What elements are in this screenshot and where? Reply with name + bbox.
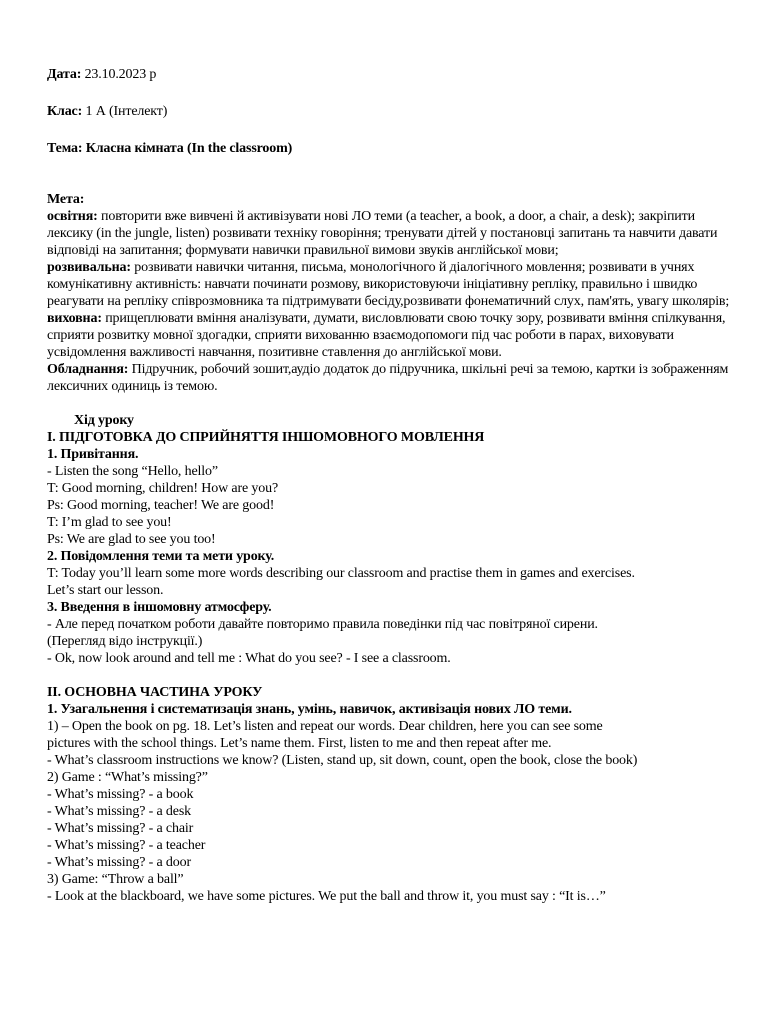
date-line bbox=[47, 66, 737, 83]
s1-item-1-line: T: I’m glad to see you! bbox=[47, 515, 172, 530]
equipment-label: Обладнання: bbox=[47, 362, 129, 377]
date-value: 23.10.2023 р bbox=[81, 67, 157, 82]
goal-upbringing-text: прищеплювати вміння аналізувати, думати, висловлювати свою точку зору, розвивати вміння спілкування, сприяти розвитку мовної здогадки, сприяти вихованню взаємодопомоги під час роботи в парах, виховувати усвідомлення важливості навчання, позитивне ставлення до англійської мови. bbox=[47, 311, 726, 360]
s2-line: pictures with the school things. Let’s name them. First, listen to me and then repeat after me. bbox=[47, 736, 552, 751]
goal-upbringing bbox=[47, 310, 737, 361]
s2-line: - What’s missing? - a door bbox=[47, 855, 191, 870]
s1-item-3-line: - Але перед початком роботи давайте повторимо правила поведінки під час повітряної сирени. bbox=[47, 617, 598, 632]
lesson-plan-document bbox=[47, 66, 737, 905]
s1-item-2-line: T: Today you’ll learn some more words describing our classroom and practise them in games and exercises. bbox=[47, 566, 635, 581]
s2-line: - What’s missing? - a desk bbox=[47, 804, 191, 819]
s1-item-3-title: 3. Введення в іншомовну атмосферу. bbox=[47, 600, 272, 615]
topic-label: Тема: bbox=[47, 141, 83, 156]
s2-line: 3) Game: “Throw a ball” bbox=[47, 872, 184, 887]
s1-item-1-line: T: Good morning, children! How are you? bbox=[47, 481, 279, 496]
class-label: Клас: bbox=[47, 104, 83, 119]
s1-item-1-line: - Listen the song “Hello, hello” bbox=[47, 464, 218, 479]
course-title: Хід уроку bbox=[74, 413, 134, 428]
s1-item-1-line: Ps: Good morning, teacher! We are good! bbox=[47, 498, 275, 513]
goal-educational bbox=[47, 208, 737, 259]
date-label: Дата: bbox=[47, 67, 82, 82]
goal-developmental-label: розвивальна: bbox=[47, 260, 131, 275]
s1-item-2-line: Let’s start our lesson. bbox=[47, 583, 164, 598]
s2-line: - What’s missing? - a chair bbox=[47, 821, 194, 836]
s2-line: - What’s classroom instructions we know? (Listen, stand up, sit down, count, open the book, close the book) bbox=[47, 753, 638, 768]
s2-line: 1) – Open the book on pg. 18. Let’s listen and repeat our words. Dear children, here you can see some bbox=[47, 719, 603, 734]
s1-item-2-title: 2. Повідомлення теми та мети уроку. bbox=[47, 549, 275, 564]
s1-item-1-line: Ps: We are glad to see you too! bbox=[47, 532, 216, 547]
goal-educational-label: освітня: bbox=[47, 209, 98, 224]
s2-line: - Look at the blackboard, we have some pictures. We put the ball and throw it, you must say : “It is…” bbox=[47, 889, 606, 904]
s1-item-3-line: (Перегляд відо інструкції.) bbox=[47, 634, 203, 649]
topic-line bbox=[47, 140, 737, 157]
s2-item-1-title: 1. Узагальнення і систематизація знань, умінь, навичок, активізація нових ЛО теми. bbox=[47, 702, 572, 717]
equipment-text: Підручник, робочий зошит,аудіо додаток до підручника, шкільні речі за темою, картки із зображенням лексичних одиниць із темою. bbox=[47, 362, 729, 394]
section-2-title: ІІ. ОСНОВНА ЧАСТИНА УРОКУ bbox=[47, 685, 263, 700]
goal-developmental-text: розвивати навички читання, письма, монологічного й діалогічного мовлення; розвивати в учнях комунікативну активність: навчати починати розмову, використовуючи ініціативну репліку, правильно і швидко реагувати на репліку співрозмовника та підтримувати бесіду,розвивати фонематичний слух, пам'ять, увагу школярів; bbox=[47, 260, 730, 309]
s2-line: - What’s missing? - a book bbox=[47, 787, 194, 802]
section-1-title: І. ПІДГОТОВКА ДО СПРИЙНЯТТЯ ІНШОМОВНОГО МОВЛЕННЯ bbox=[47, 430, 485, 445]
s1-item-3-line: - Ok, now look around and tell me : What do you see? - I see a classroom. bbox=[47, 651, 451, 666]
topic-value: Класна кімната (In the classroom) bbox=[82, 141, 293, 156]
s2-line: - What’s missing? - a teacher bbox=[47, 838, 206, 853]
class-line bbox=[47, 103, 737, 120]
goal-upbringing-label: виховна: bbox=[47, 311, 102, 326]
goals-title: Мета: bbox=[47, 192, 85, 207]
class-value: 1 А (Інтелект) bbox=[82, 104, 168, 119]
s1-item-1-title: 1. Привітання. bbox=[47, 447, 139, 462]
goal-educational-text: повторити вже вивчені й активізувати нові ЛО теми (a teacher, a book, a door, a chair, a desk); закріпити лексику (in the jungle, listen) розвивати техніку говоріння; тренувати дітей у постановці запитань та навчити давати відповіді на запитання; формувати навички правильної вимови звуків англійської мови; bbox=[47, 209, 718, 258]
equipment bbox=[47, 361, 737, 395]
goal-developmental bbox=[47, 259, 737, 310]
s2-line: 2) Game : “What’s missing?” bbox=[47, 770, 208, 785]
